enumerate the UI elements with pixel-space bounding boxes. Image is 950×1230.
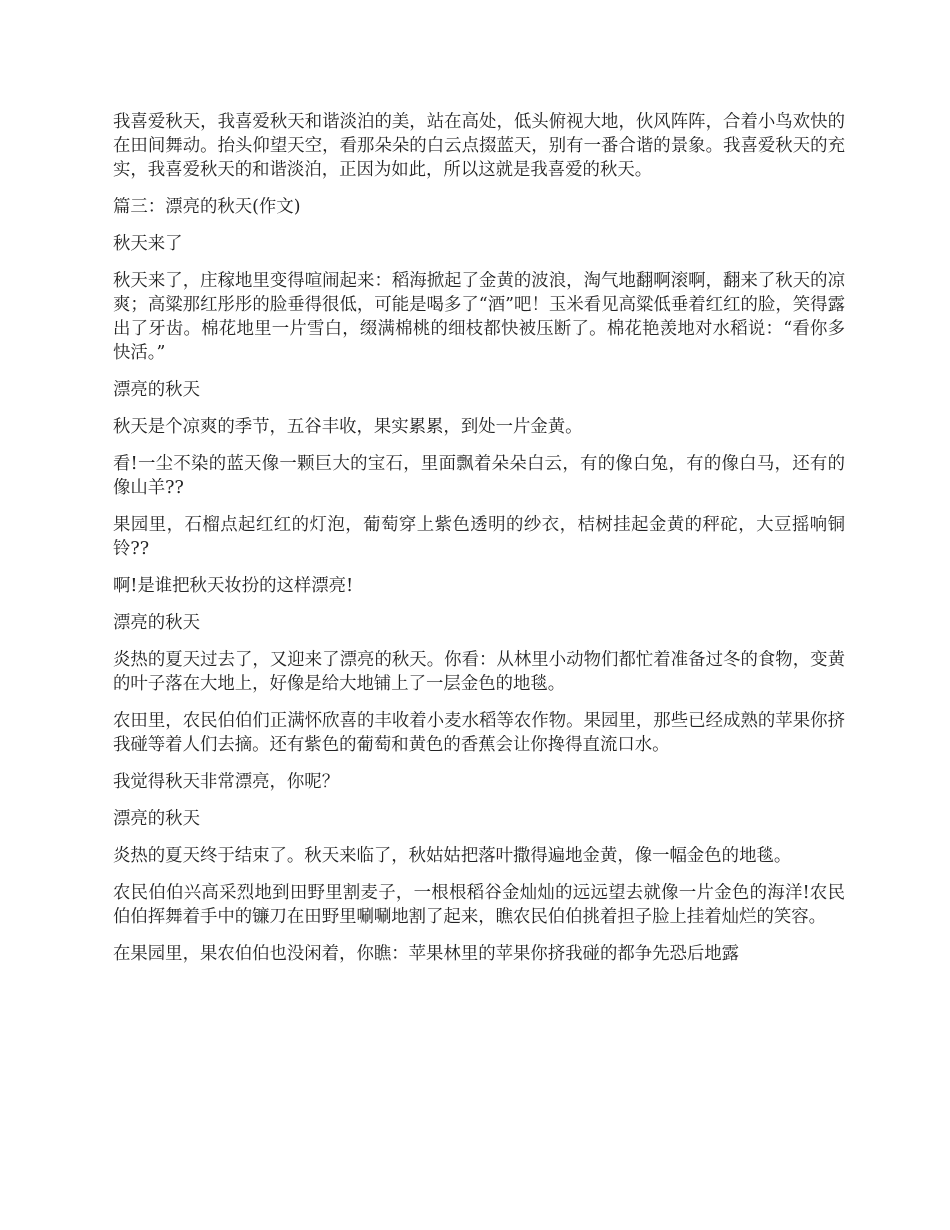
paragraph: 果园里，石榴点起红红的灯泡，葡萄穿上紫色透明的纱衣，桔树挂起金黄的秤砣，大豆摇响铜铃?? — [113, 515, 845, 559]
subheading: 秋天来了 — [113, 234, 183, 254]
paragraph: 农田里，农民伯伯们正满怀欣喜的丰收着小麦水稻等农作物。果园里，那些已经成熟的苹果你挤我碰等着人们去摘。还有紫色的葡萄和黄色的香蕉会让你搀得直流口水。 — [113, 711, 845, 755]
paragraph: 秋天是个凉爽的季节，五谷丰收，果实累累，到处一片金黄。 — [113, 417, 583, 437]
paragraph-intro: 我喜爱秋天，我喜爱秋天和谐淡泊的美，站在高处，低头俯视大地，伙风阵阵，合着小鸟欢快的在田间舞动。抬头仰望天空，看那朵朵的白云点掇蓝天，别有一番合谐的景象。我喜爱秋天的充实，我喜爱秋天的和谐淡泊，正因为如此，所以这就是我喜爱的秋天。 — [113, 112, 845, 180]
paragraph: 炎热的夏天过去了，又迎来了漂亮的秋天。你看：从林里小动物们都忙着准备过冬的食物，变黄的叶子落在大地上，好像是给大地铺上了一层金色的地毯。 — [113, 650, 845, 694]
paragraph: 我觉得秋天非常漂亮，你呢？ — [113, 772, 340, 792]
paragraph: 炎热的夏天终于结束了。秋天来临了，秋姑姑把落叶撒得遍地金黄，像一幅金色的地毯。 — [113, 846, 792, 866]
paragraph: 在果园里，果农伯伯也没闲着，你瞧：苹果林里的苹果你挤我碰的都争先恐后地露 — [113, 944, 740, 964]
subheading: 漂亮的秋天 — [113, 613, 200, 633]
paragraph: 秋天来了，庄稼地里变得喧闹起来：稻海掀起了金黄的波浪，淘气地翻啊滚啊，翻来了秋天的凉爽；高粱那红彤彤的脸垂得很低，可能是喝多了“酒”吧！玉米看见高粱低垂着红红的脸，笑得露出了牙齿。棉花地里一片雪白，缀满棉桃的细枝都快被压断了。棉花艳羡地对水稻说：“看你多快活。” — [113, 271, 845, 363]
paragraph: 啊!是谁把秋天妆扮的这样漂亮! — [113, 576, 354, 596]
document-body — [113, 110, 845, 979]
subheading: 漂亮的秋天 — [113, 809, 200, 829]
subheading: 漂亮的秋天 — [113, 380, 200, 400]
paragraph: 农民伯伯兴高采烈地到田野里割麦子，一根根稻谷金灿灿的远远望去就像一片金色的海洋!农民伯伯挥舞着手中的镰刀在田野里唰唰地割了起来，瞧农民伯伯挑着担子脸上挂着灿烂的笑容。 — [113, 883, 845, 927]
section-heading: 篇三：漂亮的秋天(作文) — [113, 197, 301, 217]
paragraph: 看!一尘不染的蓝天像一颗巨大的宝石，里面飘着朵朵白云，有的像白兔，有的像白马，还有的像山羊?? — [113, 454, 845, 498]
